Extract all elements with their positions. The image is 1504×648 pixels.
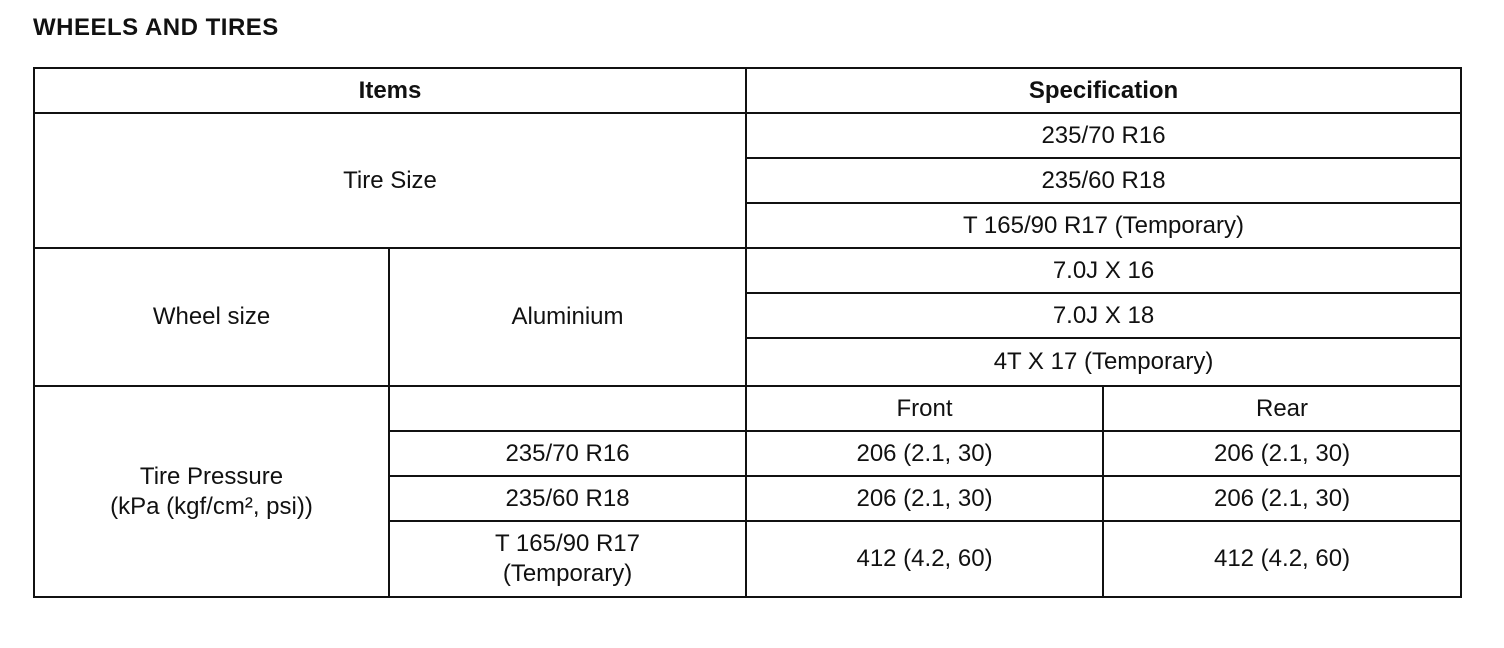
- pressure-front: 412 (4.2, 60): [746, 521, 1103, 597]
- pressure-front: 206 (2.1, 30): [746, 431, 1103, 476]
- pressure-tire: 235/70 R16: [389, 431, 746, 476]
- pressure-tire-line2: (Temporary): [502, 560, 633, 587]
- table-row: [34, 386, 1461, 431]
- pressure-tire: [389, 521, 746, 597]
- tire-size-label: Tire Size: [34, 113, 746, 248]
- empty-cell: [389, 386, 746, 431]
- table-row: [34, 248, 1461, 293]
- wheel-size-value: 7.0J X 16: [746, 248, 1461, 293]
- wheels-and-tires-table: [33, 67, 1462, 598]
- column-rear: Rear: [1103, 386, 1461, 431]
- table-row: [34, 113, 1461, 158]
- pressure-rear: 206 (2.1, 30): [1103, 431, 1461, 476]
- tire-pressure-label: [34, 386, 389, 597]
- pressure-tire-line1: T 165/90 R17: [495, 530, 640, 557]
- tire-pressure-label-line2: (kPa (kgf/cm², psi)): [110, 492, 313, 520]
- header-specification: Specification: [746, 68, 1461, 113]
- pressure-tire: 235/60 R18: [389, 476, 746, 521]
- page-title: WHEELS AND TIRES: [33, 14, 279, 41]
- tire-pressure-label-line1: Tire Pressure: [139, 462, 284, 490]
- column-front: Front: [746, 386, 1103, 431]
- pressure-rear: 412 (4.2, 60): [1103, 521, 1461, 597]
- tire-size-value: 235/70 R16: [746, 113, 1461, 158]
- pressure-rear: 206 (2.1, 30): [1103, 476, 1461, 521]
- tire-size-value: T 165/90 R17 (Temporary): [746, 203, 1461, 248]
- pressure-front: 206 (2.1, 30): [746, 476, 1103, 521]
- wheel-material: Aluminium: [389, 248, 746, 386]
- wheel-size-label: Wheel size: [34, 248, 389, 386]
- header-row: [34, 68, 1461, 113]
- tire-size-value: 235/60 R18: [746, 158, 1461, 203]
- wheel-size-value: 4T X 17 (Temporary): [746, 338, 1461, 386]
- header-items: Items: [34, 68, 746, 113]
- wheel-size-value: 7.0J X 18: [746, 293, 1461, 338]
